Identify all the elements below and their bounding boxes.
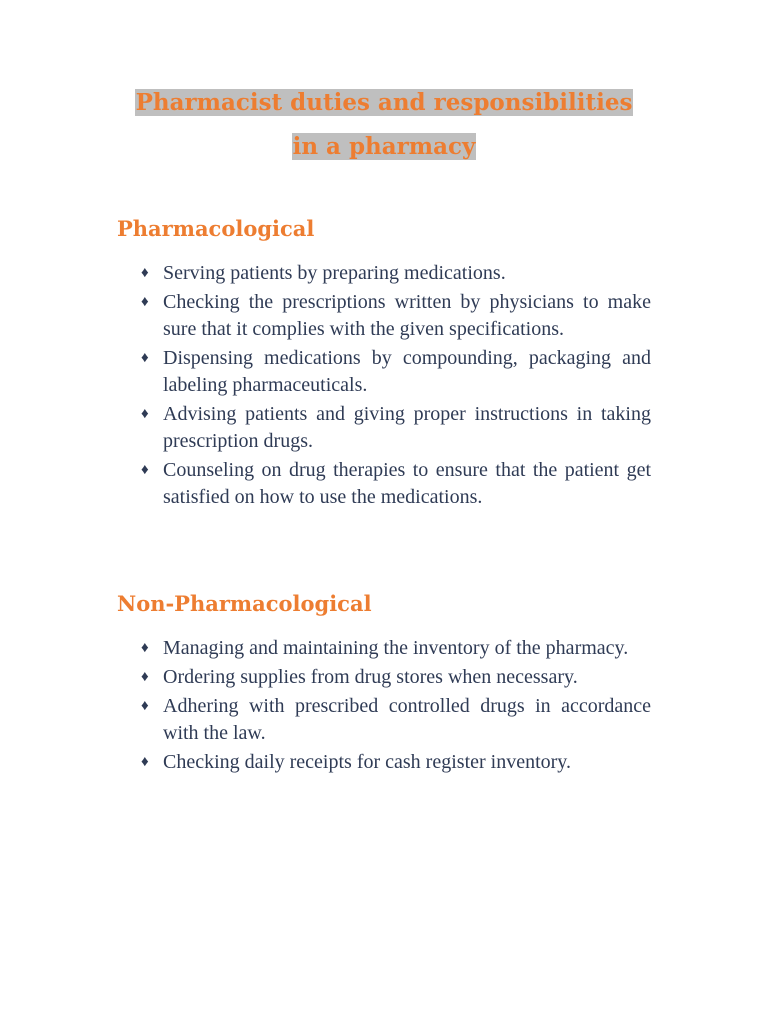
list-item [0,693,651,747]
diamond-bullet-icon: ♦ [141,350,149,366]
list-item [0,289,651,343]
diamond-bullet-icon: ♦ [141,698,149,714]
list-item-text: Adhering with prescribed controlled drugs in accordance with the law. [163,695,651,744]
document-title-line-1 [0,86,768,120]
list-item [0,664,651,691]
diamond-bullet-icon: ♦ [141,294,149,310]
diamond-bullet-icon: ♦ [141,462,149,478]
title-highlight-1: Pharmacist duties and responsibilities [135,89,633,116]
diamond-bullet-icon: ♦ [141,640,149,656]
diamond-bullet-icon: ♦ [141,669,149,685]
list-item [0,749,651,776]
non-pharmacological-list [0,635,768,778]
list-item-text: Checking the prescriptions written by physicians to make sure that it complies with the given specifications. [163,291,651,340]
diamond-bullet-icon: ♦ [141,406,149,422]
list-item-text: Advising patients and giving proper instructions in taking prescription drugs. [163,403,651,452]
diamond-bullet-icon: ♦ [141,754,149,770]
list-item-text: Serving patients by preparing medications. [163,262,506,284]
list-item-text: Dispensing medications by compounding, packaging and labeling pharmaceuticals. [163,347,651,396]
document-title-line-2 [0,130,768,164]
list-item [0,457,651,511]
list-item-text: Managing and maintaining the inventory of the pharmacy. [163,637,629,659]
section-heading-pharmacological: Pharmacological [117,216,315,241]
list-item [0,401,651,455]
list-item [0,345,651,399]
section-heading-non-pharmacological: Non-Pharmacological [117,591,372,616]
list-item-text: Counseling on drug therapies to ensure that the patient get satisfied on how to use the medications. [163,459,651,508]
list-item-text: Ordering supplies from drug stores when necessary. [163,666,578,688]
diamond-bullet-icon: ♦ [141,265,149,281]
list-item [0,260,651,287]
list-item [0,635,651,662]
pharmacological-list [0,260,768,513]
list-item-text: Checking daily receipts for cash register inventory. [163,751,572,773]
title-highlight-2: in a pharmacy [292,133,476,160]
